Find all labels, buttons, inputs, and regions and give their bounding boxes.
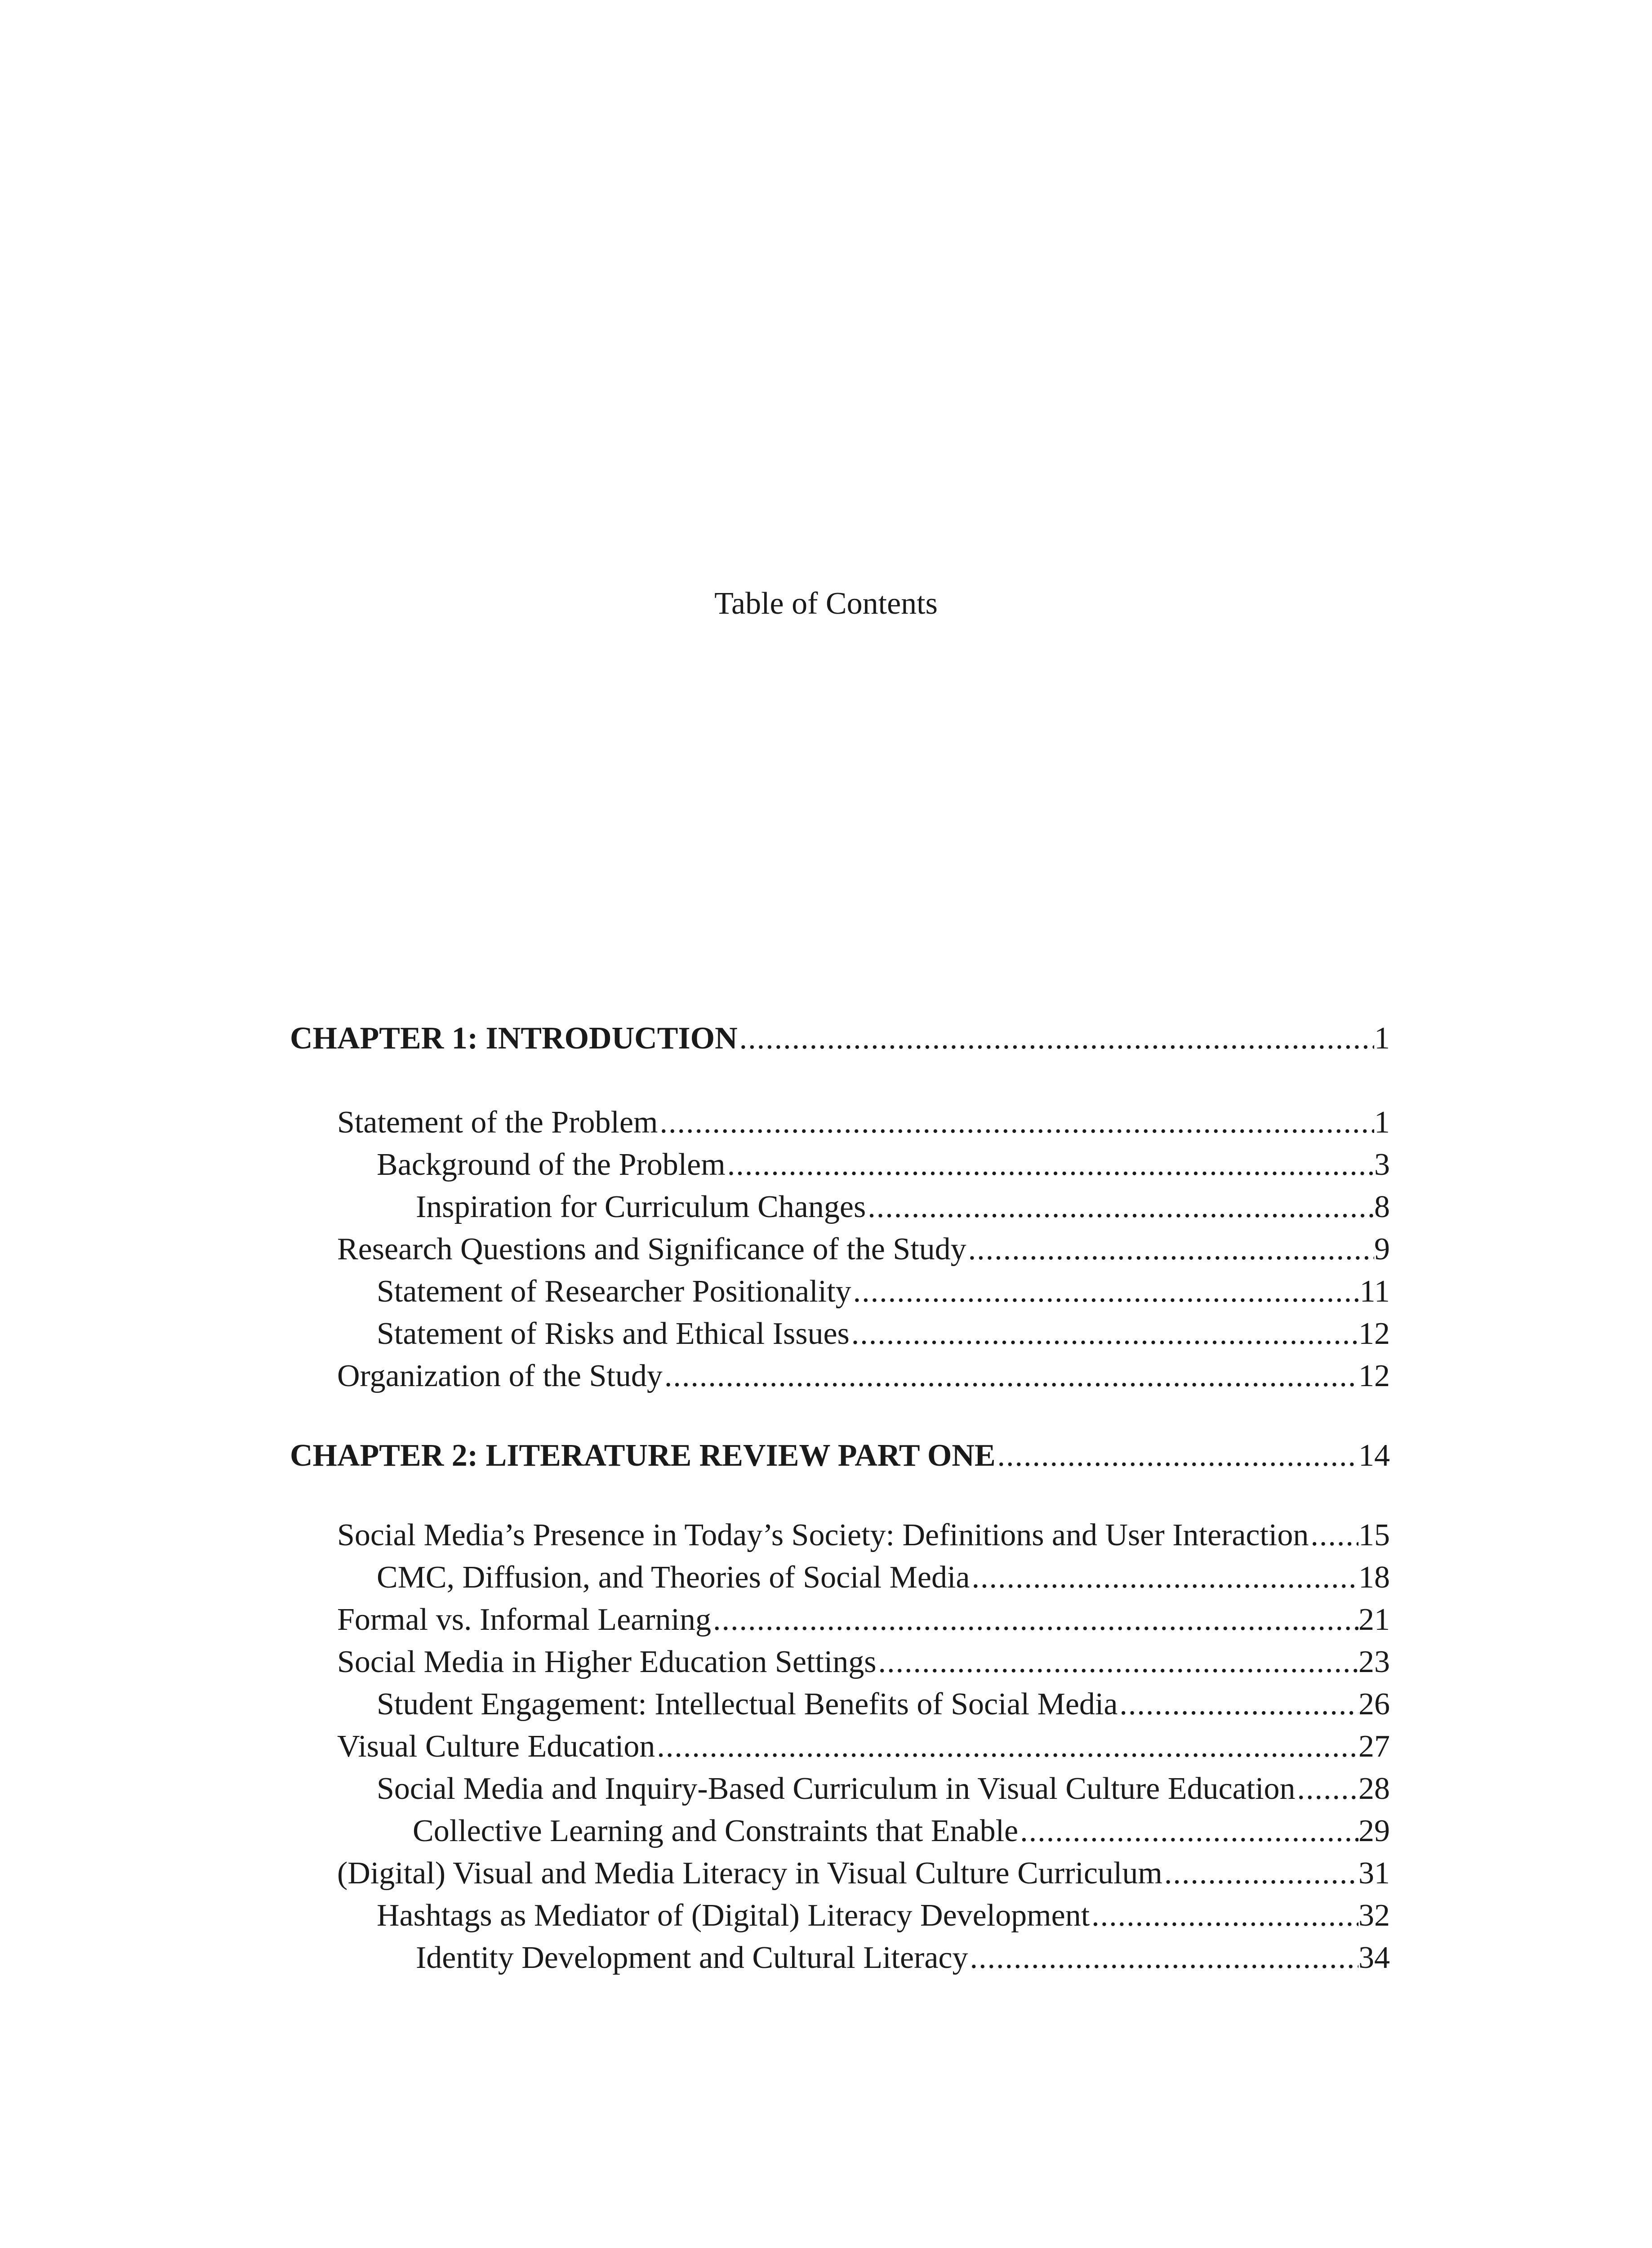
toc-entry-label: Statement of Researcher Positionality: [377, 1274, 851, 1309]
toc-entry[interactable]: [337, 1600, 1390, 1640]
dot-leader: [850, 1314, 1358, 1354]
toc-entry-label: Organization of the Study: [337, 1359, 663, 1393]
page-title: Table of Contents: [714, 586, 938, 621]
dot-leader: [877, 1642, 1358, 1682]
dot-leader: [726, 1145, 1374, 1185]
dot-leader: [1309, 1515, 1358, 1556]
toc-entry[interactable]: [337, 1229, 1390, 1270]
dot-leader: [968, 1938, 1359, 1978]
toc-entry-label: Student Engagement: Intellectual Benefits of Social Media: [377, 1687, 1118, 1722]
dot-leader: [1296, 1769, 1358, 1809]
toc-page-number: 18: [1358, 1560, 1390, 1595]
toc-entry-label: Social Media and Inquiry-Based Curriculum in Visual Culture Education: [377, 1771, 1296, 1806]
toc-page-number: 23: [1358, 1645, 1390, 1679]
toc-entry-label: (Digital) Visual and Media Literacy in Visual Culture Curriculum: [337, 1856, 1162, 1891]
dot-leader: [655, 1726, 1358, 1767]
toc-entry-label: Inspiration for Curriculum Changes: [416, 1190, 866, 1224]
toc-entry-label: Statement of the Problem: [337, 1105, 658, 1140]
toc-entry-label: Hashtags as Mediator of (Digital) Literacy Development: [377, 1898, 1090, 1933]
toc-page-number: 12: [1358, 1359, 1390, 1393]
toc-chapter-2[interactable]: [290, 1436, 1390, 1476]
dot-leader: [966, 1229, 1374, 1270]
dot-leader: [658, 1102, 1374, 1143]
dot-leader: [970, 1557, 1358, 1598]
toc-page-number: 12: [1358, 1316, 1390, 1351]
toc-entry[interactable]: [377, 1314, 1390, 1354]
dot-leader: [1162, 1853, 1358, 1894]
toc-page-number: 14: [1358, 1438, 1390, 1473]
dot-leader: [1090, 1896, 1358, 1936]
toc-entry[interactable]: [377, 1557, 1390, 1598]
dot-leader: [1018, 1811, 1358, 1851]
toc-page-number: 8: [1374, 1190, 1390, 1224]
dot-leader: [711, 1600, 1358, 1640]
toc-entry[interactable]: [337, 1642, 1390, 1682]
toc-entry-label: CHAPTER 2: LITERATURE REVIEW PART ONE: [290, 1438, 996, 1473]
toc-entry-label: CMC, Diffusion, and Theories of Social Media: [377, 1560, 970, 1595]
dot-leader: [996, 1436, 1358, 1476]
toc-page-number: 9: [1374, 1232, 1390, 1267]
toc-page-number: 31: [1358, 1856, 1390, 1891]
toc-entry-label: Collective Learning and Constraints that Enable: [413, 1814, 1019, 1848]
dot-leader: [738, 1018, 1374, 1059]
toc-entry-label: Social Media’s Presence in Today’s Society: Definitions and User Interaction: [337, 1518, 1309, 1552]
dot-leader: [866, 1187, 1374, 1227]
toc-entry-label: Identity Development and Cultural Literacy: [416, 1940, 968, 1975]
toc-entry[interactable]: [377, 1271, 1390, 1312]
toc-entry[interactable]: [337, 1356, 1390, 1396]
toc-page-number: 29: [1358, 1814, 1390, 1848]
toc-page-number: 11: [1359, 1274, 1390, 1309]
toc-entry[interactable]: [377, 1896, 1390, 1936]
toc-page-number: 34: [1358, 1940, 1390, 1975]
toc-page-number: 21: [1358, 1602, 1390, 1637]
toc-entry-label: Background of the Problem: [377, 1147, 726, 1182]
dot-leader: [851, 1271, 1360, 1312]
toc-chapter-1[interactable]: [290, 1018, 1390, 1059]
toc-entry[interactable]: [337, 1102, 1390, 1143]
toc-entry-label: Statement of Risks and Ethical Issues: [377, 1316, 850, 1351]
toc-entry[interactable]: [337, 1726, 1390, 1767]
toc-entry[interactable]: [416, 1938, 1390, 1978]
toc-entry-label: Formal vs. Informal Learning: [337, 1602, 712, 1637]
toc-entry-label: Visual Culture Education: [337, 1729, 655, 1764]
toc-entry-label: CHAPTER 1: INTRODUCTION: [290, 1021, 738, 1056]
dot-leader: [663, 1356, 1358, 1396]
toc-page-number: 15: [1358, 1518, 1390, 1552]
toc-page-number: 27: [1358, 1729, 1390, 1764]
toc-entry[interactable]: [377, 1684, 1390, 1725]
toc-entry-label: Research Questions and Significance of the Study: [337, 1232, 966, 1267]
toc-entry-label: Social Media in Higher Education Settings: [337, 1645, 877, 1679]
toc-entry[interactable]: [337, 1515, 1390, 1556]
toc-page-number: 3: [1374, 1147, 1390, 1182]
toc-entry[interactable]: [377, 1145, 1390, 1185]
toc-page-number: 1: [1374, 1105, 1390, 1140]
toc-page-number: 28: [1358, 1771, 1390, 1806]
toc-page-number: 1: [1374, 1021, 1390, 1056]
toc-page-number: 32: [1358, 1898, 1390, 1933]
toc-entry[interactable]: [337, 1853, 1390, 1894]
toc-page-number: 26: [1358, 1687, 1390, 1722]
toc-entry[interactable]: [416, 1187, 1390, 1227]
toc-entry[interactable]: [377, 1769, 1390, 1809]
toc-entry[interactable]: [413, 1811, 1390, 1851]
dot-leader: [1118, 1684, 1358, 1725]
